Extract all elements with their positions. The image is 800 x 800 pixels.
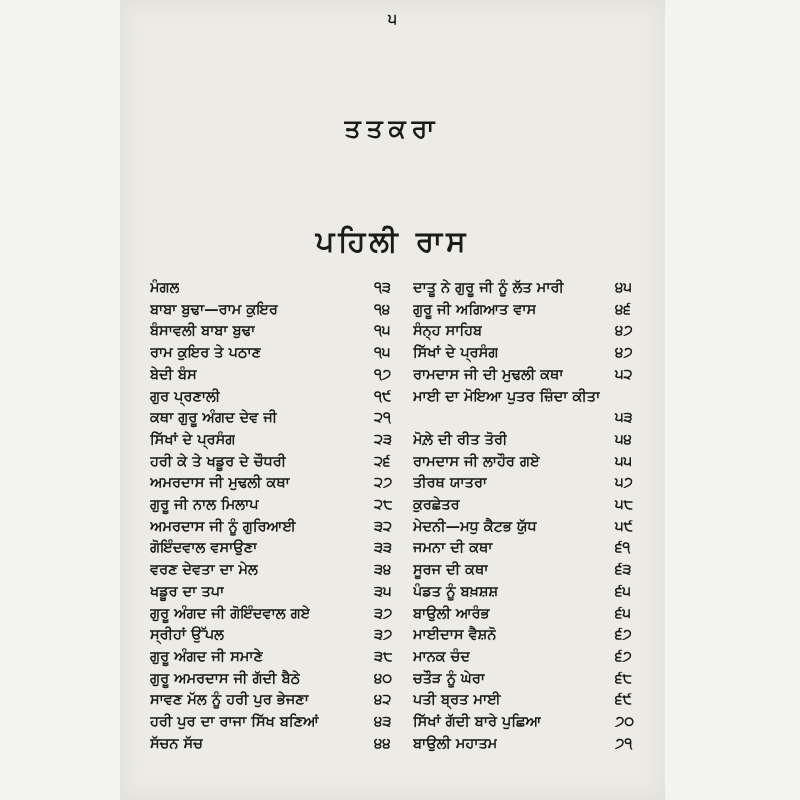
toc-entry-title: ਸੱਚਨ ਸੱਚ — [150, 735, 203, 752]
toc-entry-page: ੧੪ — [374, 301, 391, 318]
toc-entry-page: ੬੯ — [615, 692, 632, 709]
toc-entry-title: ਬੰਸਾਵਲੀ ਬਾਬਾ ਬੁਢਾ — [150, 323, 256, 340]
toc-entry — [150, 734, 408, 756]
toc-entry-page: ੬੫ — [615, 583, 631, 600]
toc-entry-title: ਪੰਡਤ ਨੂੰ ਬਖ਼ਸ਼ਸ਼ — [413, 583, 499, 600]
toc-entry — [150, 625, 408, 647]
toc-entry-title: ਜਮਨਾ ਦੀ ਕਥਾ — [413, 540, 493, 557]
toc-entry — [413, 473, 649, 495]
toc-entry-page: ੫੯ — [615, 518, 634, 535]
toc-entry-page: ੧੫ — [374, 345, 391, 362]
toc-entry — [150, 690, 408, 712]
toc-entry-page: ੩੩ — [374, 540, 393, 557]
toc-entry-title: ਰਾਮ ਕੁਇਰ ਤੇ ਪਠਾਣ — [150, 345, 262, 362]
toc-entry — [413, 300, 649, 322]
toc-entry — [150, 538, 408, 560]
toc-entry-page: ੫੫ — [615, 453, 633, 470]
toc-entry-title: ਖਡੂਰ ਦਾ ਤਪਾ — [150, 583, 225, 600]
toc-entry-title: ਗੁਰੂ ਜੀ ਅਗਿਆਤ ਵਾਸ — [413, 301, 537, 318]
page-number: ੫ — [388, 10, 397, 28]
toc-entry-title: ਪਤੀ ਬ੍ਰਤ ਮਾਈ — [413, 692, 501, 709]
toc-entry-title: ਰਾਮਦਾਸ ਜੀ ਦੀ ਮੁਢਲੀ ਕਥਾ — [413, 366, 564, 383]
toc-left-column — [150, 278, 408, 755]
toc-entry — [150, 604, 408, 626]
toc-entry-title: ਮੇਦਨੀ—ਮਧੁ ਕੈਟਭ ਯੁੱਧ — [413, 518, 537, 535]
toc-entry-page: ੪੫ — [615, 280, 632, 296]
toc-entry-title: ਚਤੌੜ ਨੂੰ ਘੇਰਾ — [413, 670, 485, 687]
toc-entry — [413, 560, 649, 582]
toc-entry-page: ੪੨ — [374, 692, 392, 709]
toc-entry-page: ੫੨ — [615, 366, 633, 383]
section-title: ਪਹਿਲੀ ਰਾਸ — [315, 224, 470, 258]
toc-entry-page: ੪੪ — [374, 735, 391, 752]
toc-entry-title: ਹਰੀ ਪੁਰ ਦਾ ਰਾਜਾ ਸਿੱਖ ਬਣਿਆਂ — [150, 714, 319, 731]
toc-entry — [413, 517, 649, 539]
toc-entry — [413, 690, 649, 712]
toc-entry — [150, 669, 408, 691]
toc-entry-title: ਸਾਵਣ ਮੱਲ ਨੂੰ ਹਰੀ ਪੁਰ ਭੇਜਣਾ — [150, 692, 309, 709]
toc-entry — [150, 387, 408, 409]
toc-entry-page: ੫੩ — [615, 410, 633, 427]
toc-entry-title: ਗੁਰ ਪ੍ਰਣਾਲੀ — [150, 388, 221, 405]
toc-entry-title: ਗੁਰੂ ਜੀ ਨਾਲ ਮਿਲਾਪ — [150, 497, 259, 514]
toc-entry-page: ੩੫ — [374, 583, 392, 600]
toc-entry-title: ਬਾਉਲੀ ਮਹਾਤਮ — [413, 735, 498, 752]
book-page — [120, 0, 665, 800]
toc-entry — [413, 669, 649, 691]
toc-entry-title: ਅਮਰਦਾਸ ਜੀ ਮੁਢਲੀ ਕਥਾ — [150, 475, 290, 492]
toc-entry — [150, 300, 408, 322]
toc-entry-title: ਗੋਇੰਦਵਾਲ ਵਸਾਉਣਾ — [150, 540, 258, 557]
toc-entry-page: ੫੪ — [615, 431, 632, 448]
toc-entry — [413, 343, 649, 365]
toc-entry — [413, 625, 649, 647]
toc-entry-page: ੨੮ — [374, 497, 393, 514]
toc-entry-title: ਸ੍ਰੀਹਾਂ ਉੱਪਲ — [150, 627, 224, 644]
toc-entry — [413, 647, 649, 669]
toc-entry — [150, 517, 408, 539]
toc-entry-page: ੬੭ — [615, 627, 632, 644]
toc-entry-title: ਸੰਨ੍ਹ ਸਾਹਿਬ — [413, 323, 483, 340]
toc-entry — [150, 647, 408, 669]
toc-entry — [150, 452, 408, 474]
toc-entry-page: ੭੦ — [615, 714, 635, 731]
toc-entry — [413, 538, 649, 560]
toc-entry-title: ਅਮਰਦਾਸ ਜੀ ਨੂੰ ਗੁਰਿਆਈ — [150, 518, 296, 535]
toc-entry-page: ੫੮ — [615, 497, 634, 514]
toc-entry-page: ੧੭ — [374, 366, 392, 383]
toc-entry-page: ੫੭ — [615, 475, 633, 492]
toc-entry — [413, 452, 649, 474]
toc-entry-title: ਬਾਬਾ ਬੁਢਾ—ਰਾਮ ਕੁਇਰ — [150, 301, 278, 318]
toc-entry — [413, 734, 649, 756]
toc-entry-title: ਰਾਮਦਾਸ ਜੀ ਲਾਹੌਰ ਗਏ — [413, 453, 540, 470]
toc-entry-page: ੨੬ — [374, 453, 391, 470]
toc-entry — [413, 365, 649, 387]
toc-entry-page: ੪੭ — [615, 345, 633, 362]
toc-entry-page: ੨੭ — [374, 475, 393, 492]
toc-entry — [150, 278, 408, 300]
toc-entry — [150, 321, 408, 343]
toc-entry — [413, 604, 649, 626]
toc-entry — [413, 278, 649, 300]
toc-entry-title: ਕਥਾ ਗੁਰੂ ਅੰਗਦ ਦੇਵ ਜੀ — [150, 410, 278, 427]
toc-entry-page: ੪੩ — [374, 714, 392, 731]
page-title: ਤਤਕਰਾ — [344, 114, 441, 143]
toc-entry — [150, 495, 408, 517]
toc-entry-page: ੧੯ — [374, 388, 392, 405]
toc-entry-title: ਗੁਰੂ ਅੰਗਦ ਜੀ ਗੋਇੰਦਵਾਲ ਗਏ — [150, 605, 311, 622]
toc-entry-title: ਮੋਲ਼ੇ ਦੀ ਰੀਤ ਤੋਰੀ — [413, 431, 508, 448]
toc-entry-title: ਸਿੱਖਾਂ ਦੇ ਪ੍ਰਸੰਗ — [413, 345, 499, 362]
toc-entry-page: ੧੩ — [374, 280, 391, 296]
toc-entry-page: ੩੭ — [374, 605, 393, 622]
toc-entry-page: ੩੪ — [374, 562, 392, 579]
toc-entry — [150, 343, 408, 365]
toc-entry-title: ਹਰੀ ਕੇ ਤੇ ਖਡੂਰ ਦੇ ਚੌਧਰੀ — [150, 453, 287, 470]
toc-entry — [150, 365, 408, 387]
toc-entry-page: ੬੭ — [615, 648, 632, 665]
toc-entry-page: ੬੮ — [615, 670, 632, 687]
toc-entry-page: ੩੮ — [374, 648, 393, 665]
toc-entry-title: ਤੀਰਥ ਯਾਤਰਾ — [413, 475, 488, 492]
toc-entry — [150, 712, 408, 734]
toc-entry-title: ਸਿੱਖਾਂ ਦੇ ਪ੍ਰਸੰਗ — [150, 431, 236, 448]
toc-entry-page: ੬੩ — [615, 562, 632, 579]
toc-entry-page: ੧੫ — [374, 323, 391, 340]
toc-entry — [150, 473, 408, 495]
toc-entry-title: ਮੰਗਲ — [150, 280, 180, 296]
toc-entry — [413, 582, 649, 604]
toc-entry-title: ਸੂਰਜ ਦੀ ਕਥਾ — [413, 562, 489, 579]
toc-entry — [150, 582, 408, 604]
toc-entry-title: ਕੁਰਛੇਤਰ — [413, 497, 460, 514]
toc-entry — [413, 321, 649, 343]
toc-entry-title: ਦਾਤੂ ਨੇ ਗੁਰੂ ਜੀ ਨੂੰ ਲੱਤ ਮਾਰੀ — [413, 280, 564, 296]
toc-entry-title: ਵਰਣ ਦੇਵਤਾ ਦਾ ਮੇਲ — [150, 562, 258, 579]
toc-entry-page: ੨੧ — [374, 410, 391, 427]
toc-entry-title: ਬਾਉਲੀ ਆਰੰਭ — [413, 605, 490, 622]
toc-entry-title: ਮਾਈ ਦਾ ਮੋਇਆ ਪੁਤਰ ਜ਼ਿੰਦਾ ਕੀਤਾ — [413, 388, 601, 405]
toc-entry-title: ਮਾਈਦਾਸ ਵੈਸ਼ਨੋ — [413, 627, 497, 644]
toc-entry-title: ਗੁਰੂ ਅੰਗਦ ਜੀ ਸਮਾਣੇ — [150, 648, 264, 665]
toc-entry — [413, 712, 649, 734]
toc-entry — [413, 387, 649, 430]
toc-entry-page: ੪੦ — [374, 670, 393, 687]
toc-entry-title: ਬੇਦੀ ਬੰਸ — [150, 366, 197, 383]
toc-entry-title: ਸਿੱਖਾਂ ਗੱਦੀ ਬਾਰੇ ਪੁਛਿਆ — [413, 714, 542, 731]
toc-right-column — [413, 278, 649, 755]
toc-entry — [150, 560, 408, 582]
toc-entry-page: ੪੬ — [615, 301, 631, 318]
toc-entry — [413, 430, 649, 452]
toc-entry-page: ੩੭ — [374, 627, 393, 644]
toc-entry — [150, 408, 408, 430]
toc-entry-page: ੬੧ — [615, 540, 631, 557]
toc-entry-page: ੪੭ — [615, 323, 633, 340]
toc-entry — [150, 430, 408, 452]
toc-entry-title: ਮਾਨਕ ਚੰਦ — [413, 648, 471, 665]
toc-entry-page: ੩੨ — [374, 518, 393, 535]
toc-entry-page: ੬੫ — [615, 605, 631, 622]
toc-entry-page: ੭੧ — [615, 735, 633, 752]
toc-entry-title: ਗੁਰੂ ਅਮਰਦਾਸ ਜੀ ਗੱਦੀ ਬੈਠੇ — [150, 670, 301, 687]
toc-entry-page: ੨੩ — [374, 431, 393, 448]
toc-entry — [413, 495, 649, 517]
